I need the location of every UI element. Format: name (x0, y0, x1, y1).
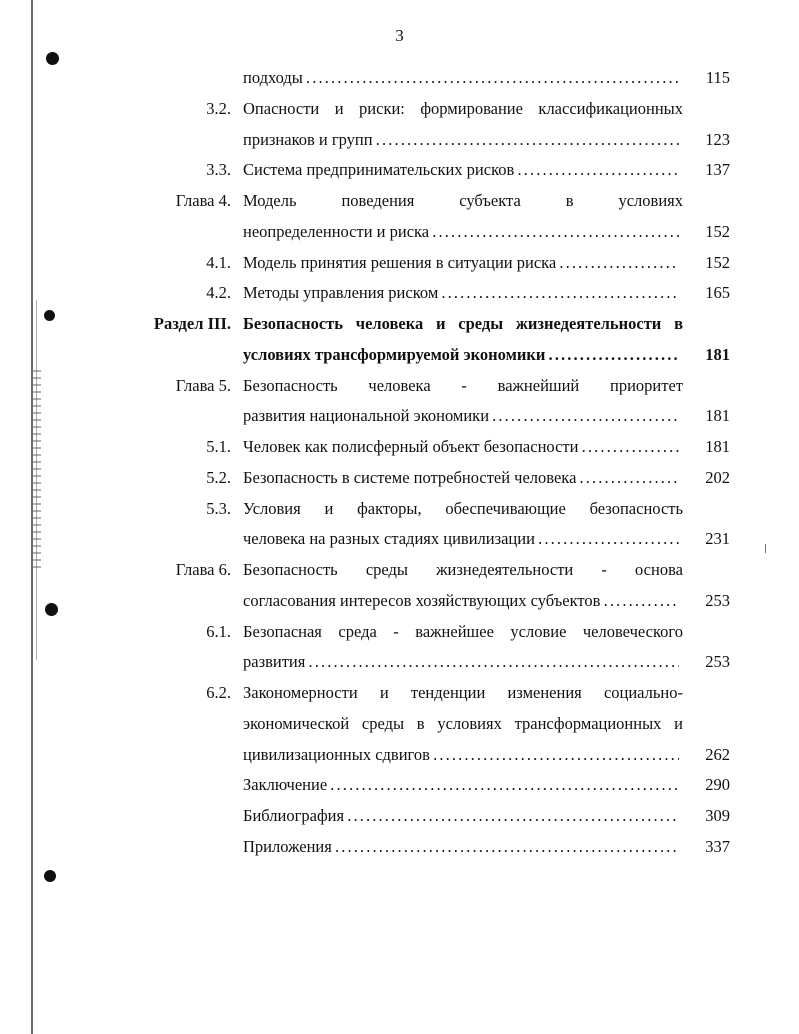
toc-entry (0, 343, 799, 367)
toc-entry-title: Опасности и риски: формирование классификационных (243, 99, 683, 118)
toc-entry (0, 589, 799, 613)
toc-entry (0, 97, 799, 121)
toc-entry-title: признаков и групп . . . (243, 128, 679, 152)
toc-entry (0, 497, 799, 521)
toc-entry-title: Модель поведения субъекта в условиях (243, 191, 683, 210)
toc-entry-page: 202 (705, 468, 730, 487)
punch-hole-mark (44, 870, 56, 882)
toc-entry-page: 115 (705, 68, 730, 87)
toc-entry (0, 681, 799, 705)
toc-entry-label: 4.1. (206, 253, 231, 272)
toc-entry-page: 253 (705, 652, 730, 671)
toc-entry-title: экономической среды в условиях трансформационных и (243, 714, 683, 733)
toc-entry (0, 128, 799, 152)
toc-entry-title: Методы управления риском . . . (243, 281, 679, 305)
toc-entry-label: 5.2. (206, 468, 231, 487)
toc-entry (0, 66, 799, 90)
toc-entry-label: 6.1. (206, 622, 231, 641)
toc-entry-page: 152 (705, 222, 730, 241)
toc-entry-title: Безопасность человека - важнейший приоритет (243, 376, 683, 395)
toc-entry-title: Безопасность в системе потребностей человека . . . (243, 466, 679, 490)
toc-entry-title: Библиография . . . (243, 804, 679, 828)
toc-entry (0, 712, 799, 736)
toc-entry (0, 650, 799, 674)
toc-entry-label: Раздел III. (153, 314, 231, 333)
toc-entry-title: Безопасность человека и среды жизнедеятельности в (243, 314, 683, 333)
toc-entry-title: Система предпринимательских рисков . . . (243, 158, 679, 182)
toc-entry-title: Приложения . . . (243, 835, 679, 859)
toc-entry-label: Глава 5. (175, 376, 231, 395)
toc-entry-label: Глава 4. (175, 191, 231, 210)
toc-entry-title: Человек как полисферный объект безопасности . . . (243, 435, 679, 459)
toc-entry (0, 312, 799, 336)
toc-entry-title: человека на разных стадиях цивилизации . . . (243, 527, 679, 551)
toc-entry-title: условиях трансформируемой экономики . . . (243, 343, 679, 367)
toc-entry (0, 435, 799, 459)
toc-entry-page: 290 (705, 775, 730, 794)
toc-entry-page: 123 (705, 130, 730, 149)
toc-entry-page: 181 (705, 437, 730, 456)
toc-entry-label: 3.2. (206, 99, 231, 118)
toc-entry-label: Глава 6. (175, 560, 231, 579)
toc-entry-title: Модель принятия решения в ситуации риска . . . (243, 251, 679, 275)
toc-entry-page: 253 (705, 591, 730, 610)
toc-entry-page: 231 (705, 529, 730, 548)
toc-entry-title: Условия и факторы, обеспечивающие безопасность (243, 499, 683, 518)
toc-entry (0, 404, 799, 428)
toc-entry (0, 220, 799, 244)
toc-entry-page: 152 (705, 253, 730, 272)
toc-entry-title: развития . . . (243, 650, 679, 674)
toc-entry (0, 804, 799, 828)
toc-entry (0, 374, 799, 398)
toc-entry-page: 337 (705, 837, 730, 856)
toc-entry (0, 620, 799, 644)
toc-entry (0, 251, 799, 275)
toc-entry-title: Заключение . . . (243, 773, 679, 797)
toc-entry (0, 281, 799, 305)
toc-entry (0, 773, 799, 797)
toc-entry-label: 5.3. (206, 499, 231, 518)
toc-entry-title: цивилизационных сдвигов . . . (243, 743, 679, 767)
toc-entry-page: 181 (705, 406, 730, 425)
toc-entry-title: развития национальной экономики . . . (243, 404, 679, 428)
toc-entry-page: 262 (705, 745, 730, 764)
toc-entry-label: 6.2. (206, 683, 231, 702)
toc-entry-title: Безопасная среда - важнейшее условие человеческого (243, 622, 683, 641)
toc-entry-page: 165 (705, 283, 730, 302)
toc-entry (0, 158, 799, 182)
toc-entry (0, 527, 799, 551)
page-number: 3 (395, 26, 404, 45)
toc-entry-title: Безопасность среды жизнедеятельности - основа (243, 560, 683, 579)
toc-entry (0, 558, 799, 582)
toc-entry-label: 3.3. (206, 160, 231, 179)
toc-entry-page: 181 (705, 345, 730, 364)
toc-entry (0, 835, 799, 859)
toc-entry-label: 4.2. (206, 283, 231, 302)
toc-entry-page: 137 (705, 160, 730, 179)
toc-entry (0, 189, 799, 213)
toc-entry-label: 5.1. (206, 437, 231, 456)
toc-entry-title: неопределенности и риска . . . (243, 220, 679, 244)
toc-entry (0, 466, 799, 490)
toc-entry-title: подходы . . . (243, 66, 679, 90)
punch-hole-mark (46, 52, 59, 65)
toc-entry-page: 309 (705, 806, 730, 825)
toc-entry (0, 743, 799, 767)
toc-entry-title: согласования интересов хозяйствующих субъектов . . . (243, 589, 679, 613)
toc-entry-title: Закономерности и тенденции изменения социально- (243, 683, 683, 702)
